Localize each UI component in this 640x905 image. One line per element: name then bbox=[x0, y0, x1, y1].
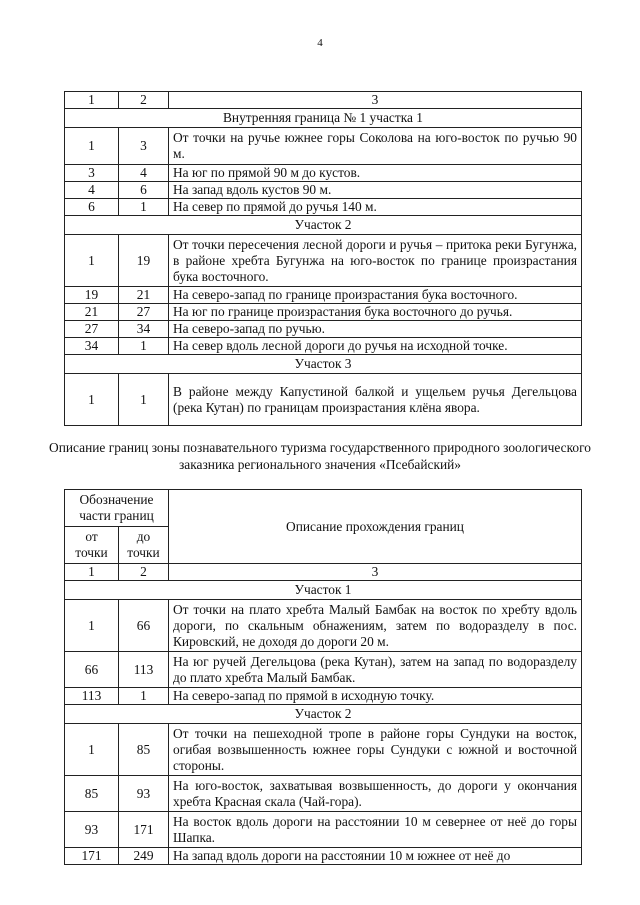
boundary-description: На северо-запад по прямой в исходную точку. bbox=[169, 688, 582, 705]
boundary-description: На юг ручей Дегельцова (река Кутан), затем на запад по водоразделу до плато хребта Малый Бамбак. bbox=[169, 652, 582, 688]
table-header-row bbox=[65, 564, 582, 581]
to-point: 249 bbox=[119, 848, 169, 865]
section-title: Внутренняя граница № 1 участка 1 bbox=[65, 109, 582, 128]
from-point: 1 bbox=[65, 600, 119, 652]
table-row bbox=[65, 338, 582, 355]
from-point: 6 bbox=[65, 199, 119, 216]
to-point: 1 bbox=[119, 338, 169, 355]
to-point: 1 bbox=[119, 688, 169, 705]
table-row bbox=[65, 374, 582, 426]
table-row bbox=[65, 128, 582, 165]
header-description: Описание прохождения границ bbox=[169, 490, 582, 564]
to-point: 19 bbox=[119, 235, 169, 287]
from-point: 3 bbox=[65, 165, 119, 182]
to-point: 1 bbox=[119, 199, 169, 216]
boundary-description: На восток вдоль дороги на расстоянии 10 м севернее от неё до горы Шапка. bbox=[169, 812, 582, 848]
from-point: 1 bbox=[65, 235, 119, 287]
table-row bbox=[65, 235, 582, 287]
to-point: 66 bbox=[119, 600, 169, 652]
boundary-description: На север по прямой до ручья 140 м. bbox=[169, 199, 582, 216]
from-point: 66 bbox=[65, 652, 119, 688]
to-point: 34 bbox=[119, 321, 169, 338]
from-point: 1 bbox=[65, 374, 119, 426]
table-row bbox=[65, 776, 582, 812]
table-row bbox=[65, 688, 582, 705]
header-group: Обозначение части границ bbox=[65, 490, 169, 527]
boundary-description: На запад вдоль дороги на расстоянии 10 м южнее от неё до bbox=[169, 848, 582, 865]
from-point: 27 bbox=[65, 321, 119, 338]
section-title-row bbox=[65, 216, 582, 235]
table-row bbox=[65, 287, 582, 304]
to-point: 85 bbox=[119, 724, 169, 776]
boundary-description: На северо-запад по границе произрастания бука восточного. bbox=[169, 287, 582, 304]
column-header: 1 bbox=[65, 92, 119, 109]
from-point: 85 bbox=[65, 776, 119, 812]
table-row bbox=[65, 724, 582, 776]
section-title: Участок 2 bbox=[65, 216, 582, 235]
section-title: Участок 3 bbox=[65, 355, 582, 374]
column-header: 3 bbox=[169, 564, 582, 581]
table-row bbox=[65, 199, 582, 216]
header-to: до точки bbox=[119, 527, 169, 564]
section-title-row bbox=[65, 355, 582, 374]
to-point: 3 bbox=[119, 128, 169, 165]
boundary-description: На юг по прямой 90 м до кустов. bbox=[169, 165, 582, 182]
from-point: 19 bbox=[65, 287, 119, 304]
boundary-description: На юго-восток, захватывая возвышенность, до дороги у окончания хребта Красная скала (Чай-гора). bbox=[169, 776, 582, 812]
boundaries-table-2 bbox=[64, 489, 582, 865]
boundary-description: От точки на ручье южнее горы Соколова на юго-восток по ручью 90 м. bbox=[169, 128, 582, 165]
boundary-description: От точки на плато хребта Малый Бамбак на восток по хребту вдоль дороги, по скальным обнажениям, затем по водоразделу в пос. Кировский, не доходя до дороги 20 м. bbox=[169, 600, 582, 652]
section-title-row bbox=[65, 705, 582, 724]
to-point: 27 bbox=[119, 304, 169, 321]
table-header-row bbox=[65, 92, 582, 109]
table-row bbox=[65, 304, 582, 321]
table-row bbox=[65, 165, 582, 182]
boundary-description: На запад вдоль кустов 90 м. bbox=[169, 182, 582, 199]
to-point: 1 bbox=[119, 374, 169, 426]
from-point: 1 bbox=[65, 128, 119, 165]
to-point: 6 bbox=[119, 182, 169, 199]
boundary-description: На юг по границе произрастания бука восточного до ручья. bbox=[169, 304, 582, 321]
table-row bbox=[65, 182, 582, 199]
table-header-row bbox=[65, 490, 582, 527]
page-number: 4 bbox=[317, 37, 323, 49]
column-header: 3 bbox=[169, 92, 582, 109]
boundary-description: От точки на пешеходной тропе в районе горы Сундуки на восток, огибая возвышенность южнее горы Сундуки с южной и восточной стороны. bbox=[169, 724, 582, 776]
to-point: 171 bbox=[119, 812, 169, 848]
section-title-row bbox=[65, 109, 582, 128]
column-header: 2 bbox=[119, 92, 169, 109]
header-from: от точки bbox=[65, 527, 119, 564]
to-point: 4 bbox=[119, 165, 169, 182]
from-point: 93 bbox=[65, 812, 119, 848]
from-point: 113 bbox=[65, 688, 119, 705]
boundary-description: На северо-запад по ручью. bbox=[169, 321, 582, 338]
boundaries-table-1 bbox=[64, 91, 582, 426]
from-point: 171 bbox=[65, 848, 119, 865]
column-header: 1 bbox=[65, 564, 119, 581]
section-title: Участок 1 bbox=[65, 581, 582, 600]
table-caption: Описание границ зоны познавательного туризма государственного природного зоологического заказника регионального значения «Псебайский» bbox=[49, 440, 591, 472]
section-title-row bbox=[65, 581, 582, 600]
from-point: 34 bbox=[65, 338, 119, 355]
from-point: 1 bbox=[65, 724, 119, 776]
boundary-description: В районе между Капустиной балкой и ущельем ручья Дегельцова (река Кутан) по границам произрастания клёна явора. bbox=[169, 374, 582, 426]
table-row bbox=[65, 812, 582, 848]
section-title: Участок 2 bbox=[65, 705, 582, 724]
table-row bbox=[65, 321, 582, 338]
boundary-description: От точки пересечения лесной дороги и ручья – притока реки Бугунжа, в районе хребта Бугунжа на юго-восток по границе произрастания бука восточного. bbox=[169, 235, 582, 287]
table-row bbox=[65, 848, 582, 865]
table-row bbox=[65, 652, 582, 688]
table-row bbox=[65, 600, 582, 652]
from-point: 4 bbox=[65, 182, 119, 199]
to-point: 113 bbox=[119, 652, 169, 688]
to-point: 93 bbox=[119, 776, 169, 812]
column-header: 2 bbox=[119, 564, 169, 581]
from-point: 21 bbox=[65, 304, 119, 321]
boundary-description: На север вдоль лесной дороги до ручья на исходной точке. bbox=[169, 338, 582, 355]
to-point: 21 bbox=[119, 287, 169, 304]
